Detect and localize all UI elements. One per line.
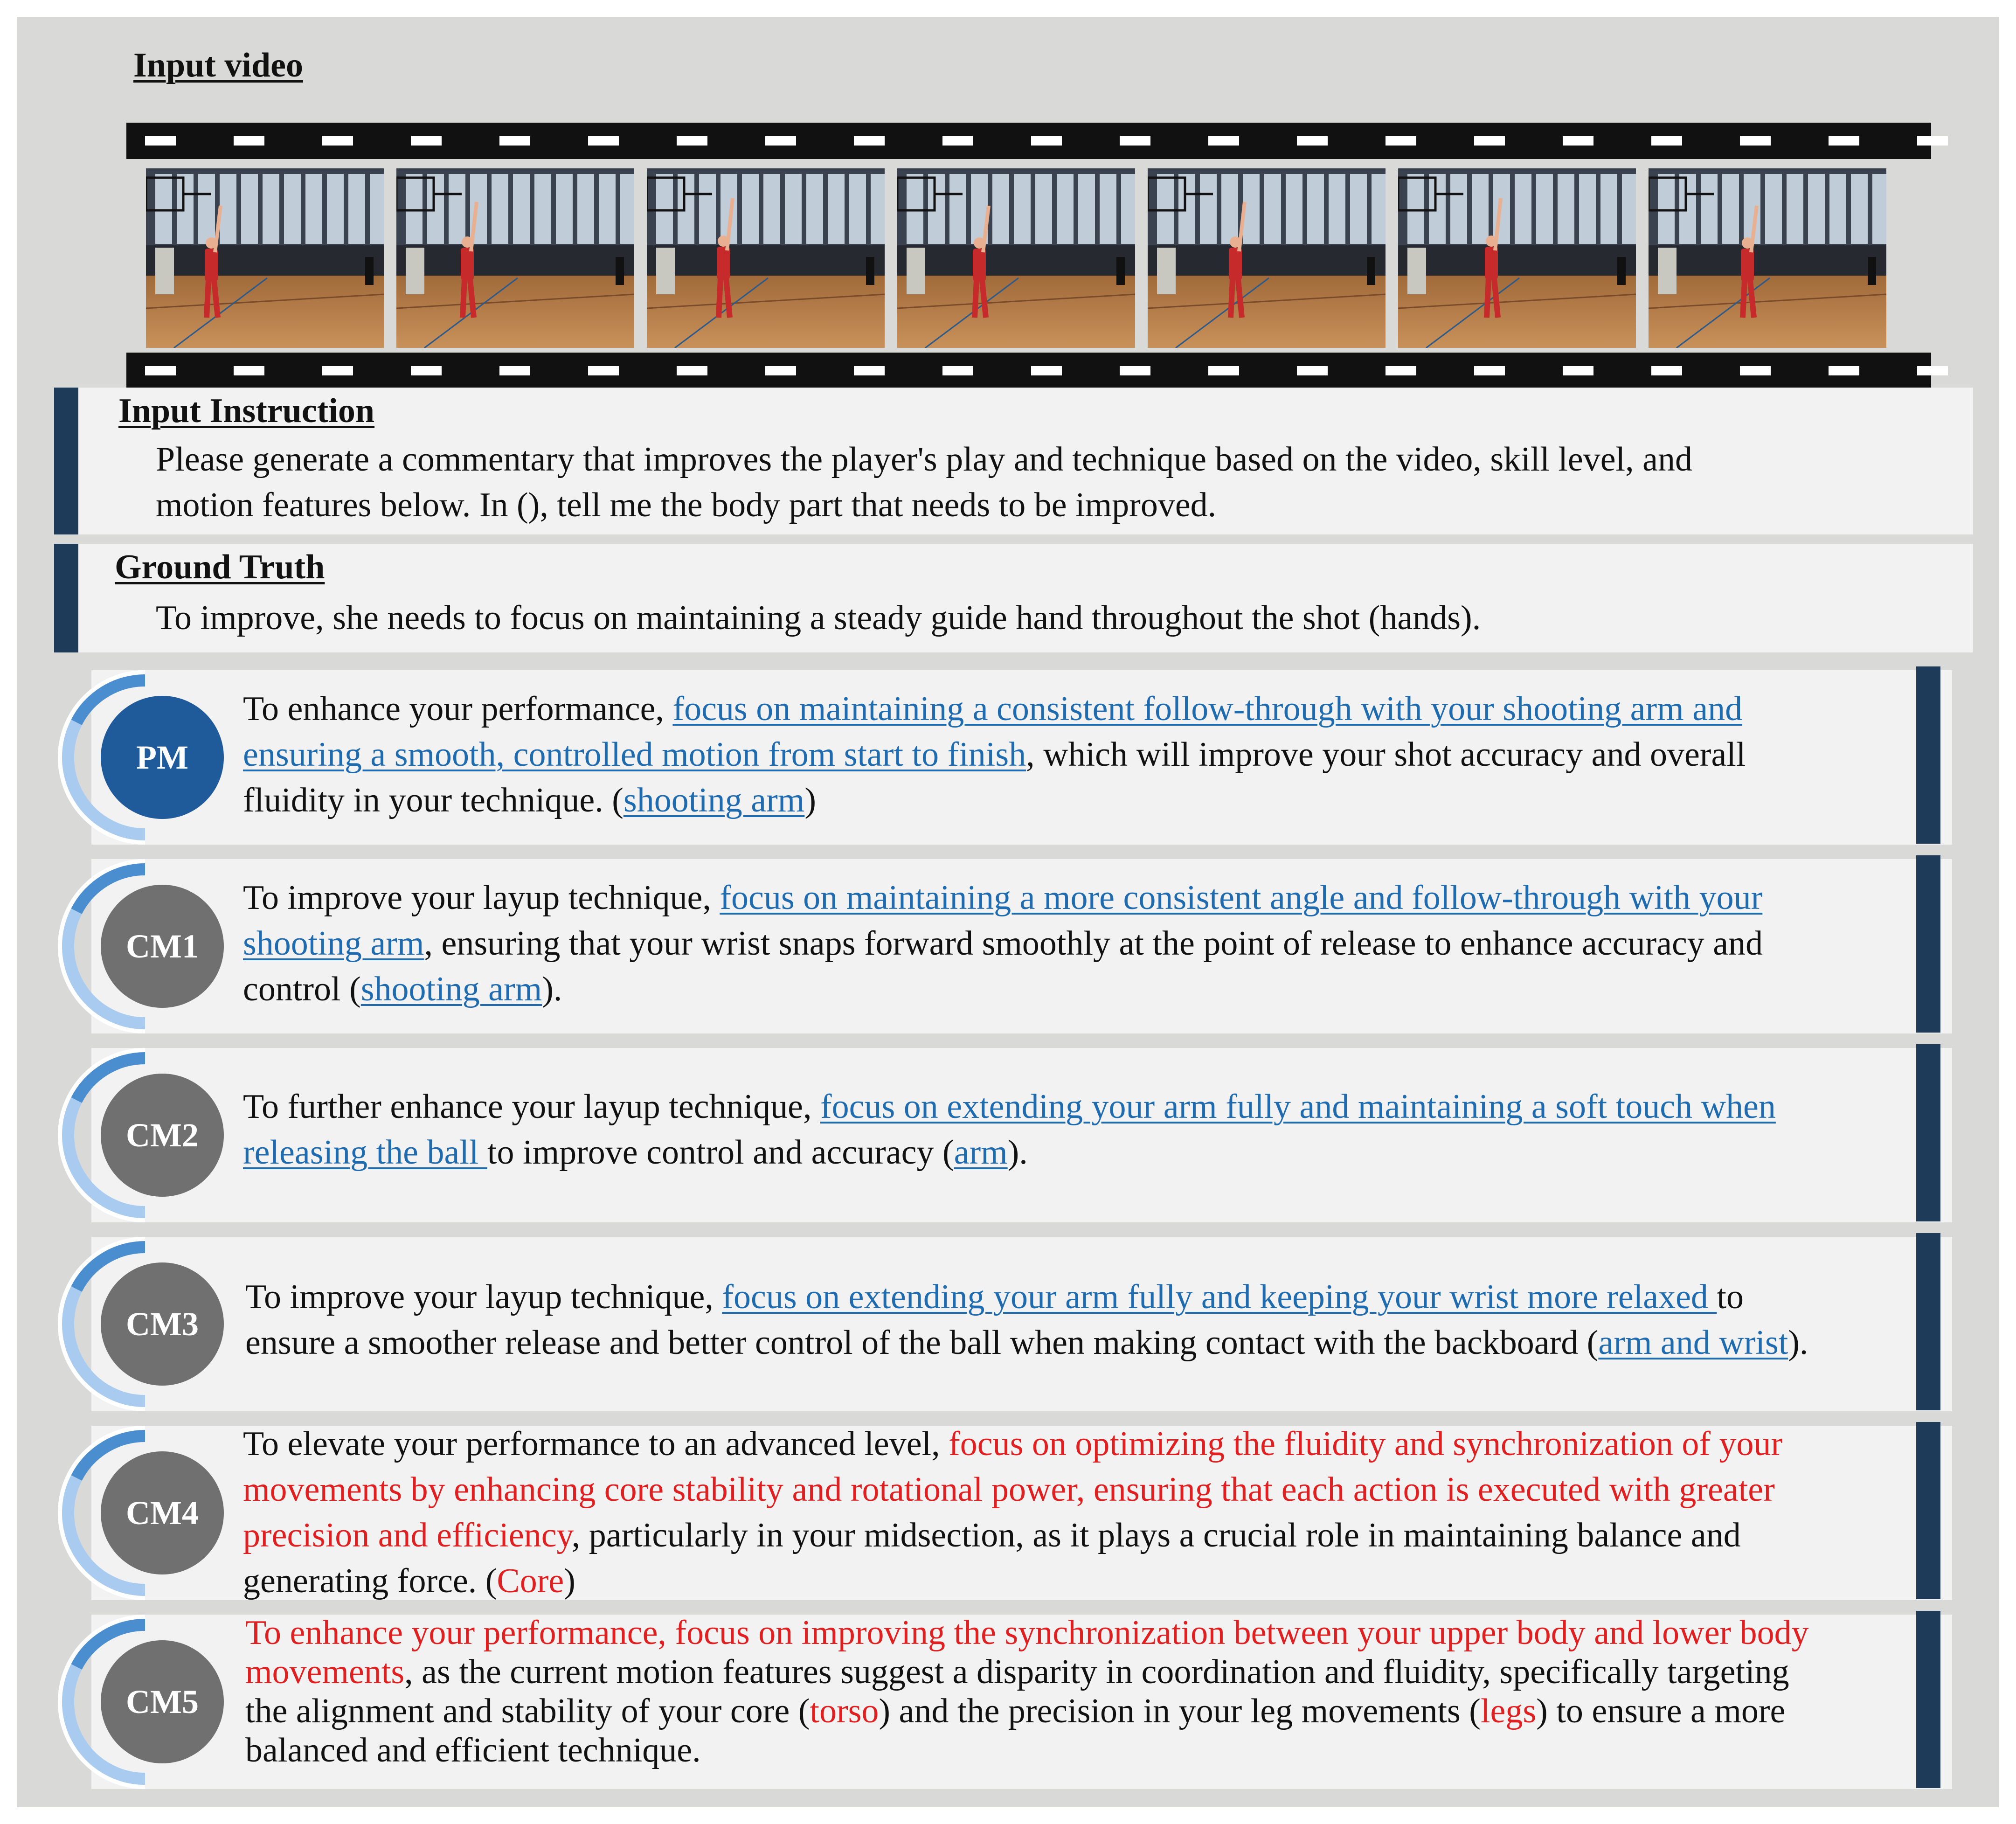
card-cm1: [54, 855, 1975, 1037]
ground-truth-text: To improve, she needs to focus on maintaining a steady guide hand throughout the shot (hands).: [156, 599, 1481, 637]
svg-text:CM5: CM5: [126, 1683, 199, 1720]
film-sprocket-hole: [234, 366, 264, 375]
film-sprocket-hole: [1917, 136, 1948, 146]
improvement-highlight: precision and efficiency: [243, 1516, 572, 1554]
film-sprocket-hole: [322, 366, 353, 375]
body-part-link: shooting arm: [623, 781, 805, 819]
card-cm3-text: To improve your layup technique, focus on extending your arm fully and keeping your wrist more relaxed to ensure a smoother release and better control of the ball when making contact with the backboard (arm and wrist).: [245, 1278, 1808, 1362]
instruction-heading: Input Instruction: [118, 392, 375, 430]
film-sprocket-hole: [1031, 366, 1062, 375]
card-cm3: [54, 1233, 1975, 1415]
film-sprocket-hole: [1386, 366, 1416, 375]
film-sprocket-hole: [1297, 366, 1328, 375]
video-frame: [1398, 168, 1636, 348]
film-sprocket-hole: [145, 366, 176, 375]
badge-cm2: [54, 1044, 236, 1226]
card-cm2: [54, 1044, 1975, 1226]
improvement-link: focus on maintaining a more consistent angle and follow-through with your: [720, 879, 1763, 917]
film-sprocket-hole: [1563, 136, 1593, 146]
badge-cm1: [54, 855, 236, 1037]
film-sprocket-hole: [765, 366, 796, 375]
badge-cm3: [54, 1233, 236, 1415]
film-sprocket-hole: [1651, 136, 1682, 146]
instruction-panel: [54, 388, 1973, 534]
instruction-accent-bar: [54, 388, 78, 534]
film-sprocket-hole: [1297, 136, 1328, 146]
film-sprocket-hole: [1740, 366, 1771, 375]
film-sprocket-bar-bottom: [126, 353, 1931, 389]
film-sprocket-hole: [765, 136, 796, 146]
film-sprocket-hole: [1829, 136, 1859, 146]
video-frame: [396, 168, 634, 348]
svg-text:PM: PM: [136, 739, 188, 776]
improvement-link: focus on extending your arm fully and keeping your wrist more relaxed: [722, 1278, 1717, 1316]
video-frame: [1649, 168, 1886, 348]
badge-pm: [54, 666, 236, 848]
film-sprocket-hole: [234, 136, 264, 146]
ground-truth-accent-bar: [54, 544, 78, 652]
card-cm4: [54, 1422, 1975, 1604]
film-sprocket-hole: [677, 136, 707, 146]
video-frame: [897, 168, 1135, 348]
film-sprocket-hole: [1829, 366, 1859, 375]
instruction-line-1: Please generate a commentary that improves the player's play and technique based on the video, skill level, and: [156, 440, 1692, 479]
ground-truth-heading: Ground Truth: [115, 548, 325, 586]
card-pm-text: To enhance your performance, focus on maintaining a consistent follow-through with your shooting arm and ensuring a smooth, controlled motion from start to finish, which will improve your shot accuracy and overall fluidity in your technique. (shooting arm): [243, 690, 1746, 819]
film-sprocket-hole: [1208, 136, 1239, 146]
card-cm1-text: To improve your layup technique, focus on maintaining a more consistent angle and follow-through with your shooting arm, ensuring that your wrist snaps forward smoothly at the point of release to enhance accuracy and control (shooting arm).: [243, 879, 1763, 1008]
film-sprocket-hole: [1563, 366, 1593, 375]
body-part-link: arm and wrist: [1598, 1324, 1788, 1362]
film-sprocket-hole: [1917, 366, 1948, 375]
svg-text:CM4: CM4: [126, 1494, 199, 1532]
film-sprocket-hole: [588, 136, 619, 146]
film-sprocket-hole: [322, 136, 353, 146]
svg-text:CM2: CM2: [126, 1117, 199, 1154]
svg-text:CM3: CM3: [126, 1305, 199, 1343]
film-sprocket-hole: [854, 366, 885, 375]
film-sprocket-hole: [1031, 136, 1062, 146]
film-sprocket-hole: [1651, 366, 1682, 375]
improvement-link: focus on extending your arm fully and maintaining a soft touch when: [820, 1088, 1776, 1126]
improvement-link: ensuring a smooth, controlled motion from start to finish: [243, 735, 1026, 774]
film-sprocket-hole: [1120, 366, 1150, 375]
film-sprocket-hole: [1474, 366, 1505, 375]
improvement-link: releasing the ball: [243, 1133, 487, 1172]
film-sprocket-bar-top: [126, 123, 1931, 159]
improvement-highlight: To enhance your performance, focus on improving the synchronization between your upper body and lower body: [245, 1614, 1809, 1652]
film-sprocket-hole: [854, 136, 885, 146]
video-frame: [146, 168, 384, 348]
film-sprocket-hole: [1208, 366, 1239, 375]
improvement-highlight: movements by enhancing core stability and rotational power, ensuring that each action is executed with greater: [243, 1470, 1775, 1509]
card-pm: [54, 666, 1975, 848]
film-strip: [126, 103, 1931, 388]
svg-text:CM1: CM1: [126, 928, 199, 965]
badge-cm5: [54, 1611, 236, 1793]
film-sprocket-hole: [411, 366, 442, 375]
body-part-highlight: Core: [497, 1562, 564, 1600]
film-sprocket-hole: [942, 366, 973, 375]
film-sprocket-hole: [411, 136, 442, 146]
video-frame: [647, 168, 885, 348]
card-cm4-text: To elevate your performance to an advanced level, focus on optimizing the fluidity and synchronization of your movements by enhancing core stability and rotational power, ensuring that each action is executed with greater precision and efficiency, particularly in your midsection, as it plays a crucial role in maintaining balance and generating force. (Core): [243, 1425, 1783, 1600]
film-sprocket-hole: [942, 136, 973, 146]
input-video-heading: Input video: [133, 46, 303, 84]
film-sprocket-hole: [1474, 136, 1505, 146]
film-sprocket-hole: [1386, 136, 1416, 146]
improvement-highlight: movements: [245, 1653, 405, 1691]
film-sprocket-hole: [1120, 136, 1150, 146]
body-part-link: arm: [954, 1133, 1008, 1172]
improvement-link: focus on maintaining a consistent follow-through with your shooting arm and: [672, 690, 1743, 728]
film-sprocket-hole: [145, 136, 176, 146]
badge-cm4: [54, 1422, 236, 1604]
film-sprocket-hole: [499, 136, 530, 146]
film-sprocket-hole: [1740, 136, 1771, 146]
instruction-line-2: motion features below. In (), tell me the body part that needs to be improved.: [156, 486, 1217, 524]
body-part-link: shooting arm: [360, 970, 542, 1008]
film-sprocket-hole: [588, 366, 619, 375]
improvement-highlight: focus on optimizing the fluidity and synchronization of your: [949, 1425, 1783, 1463]
film-sprocket-hole: [499, 366, 530, 375]
figure-canvas: [17, 17, 1999, 1807]
card-cm5: [54, 1611, 1975, 1793]
video-frame: [1148, 168, 1386, 348]
film-sprocket-hole: [677, 366, 707, 375]
body-part-highlight: torso: [810, 1692, 879, 1730]
improvement-link: shooting arm: [243, 924, 424, 963]
body-part-highlight: legs: [1480, 1692, 1537, 1730]
card-cm2-text: To further enhance your layup technique, focus on extending your arm fully and maintaining a soft touch when releasing the ball to improve control and accuracy (arm).: [243, 1088, 1776, 1172]
card-cm5-text: To enhance your performance, focus on improving the synchronization between your upper body and lower body movements, as the current motion features suggest a disparity in coordination and fluidity, specifically targeting the alignment and stability of your core (torso) and the precision in your leg movements (legs) to ensure a more balanced and efficient technique.: [245, 1614, 1809, 1769]
ground-truth-panel: [54, 544, 1973, 652]
